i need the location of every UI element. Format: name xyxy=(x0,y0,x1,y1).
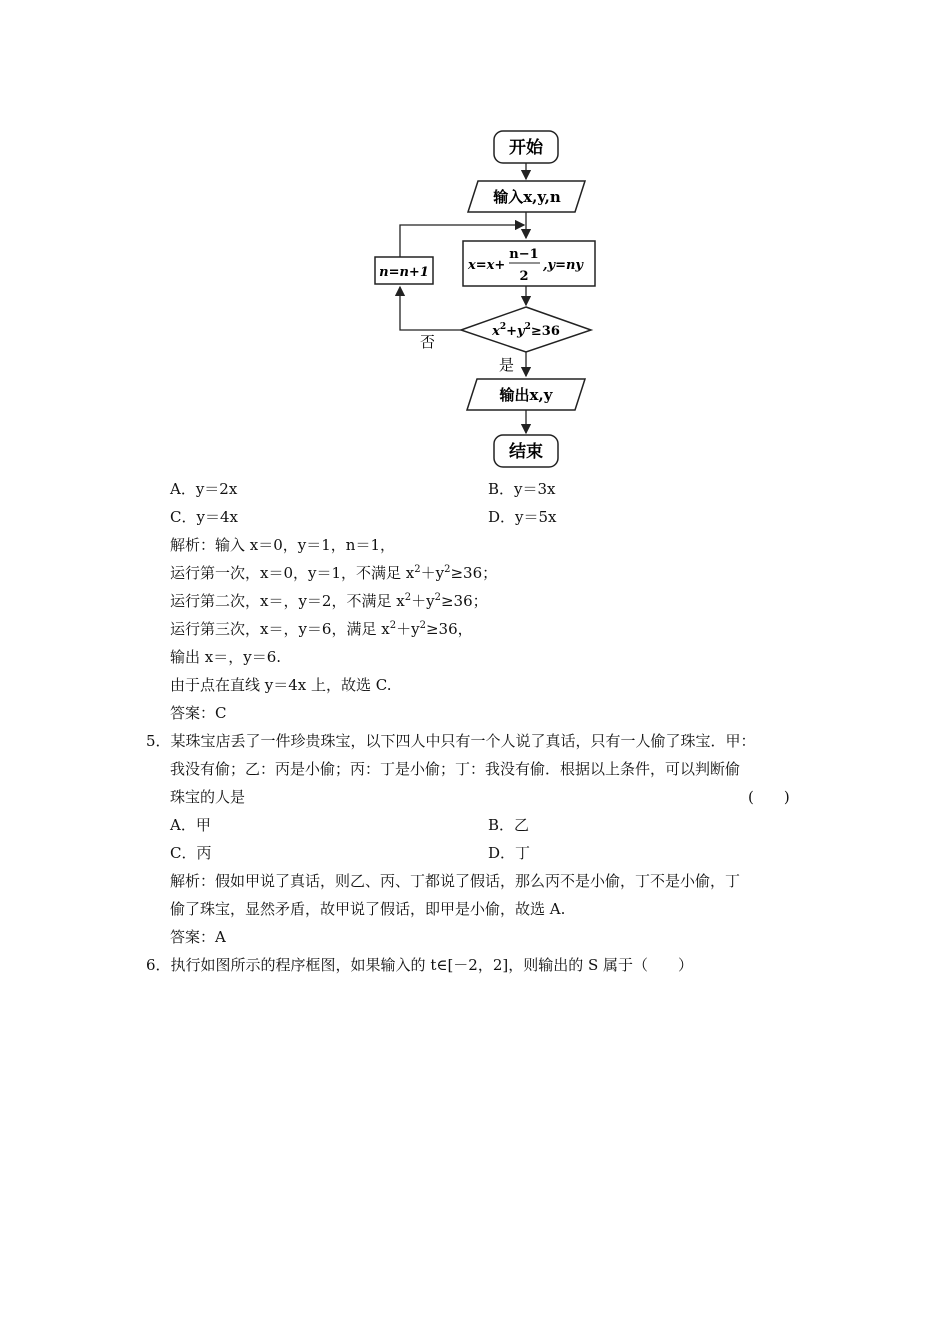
q5-option-d: D．丁 xyxy=(488,844,531,862)
increment-label: n=n+1 xyxy=(379,265,429,280)
q4-analysis-line1: 解析：输入 x＝0，y＝1，n＝1， xyxy=(170,536,395,554)
q4-analysis-line5: 输出 x＝，y＝6. xyxy=(170,648,282,666)
q6-stem: 6．执行如图所示的程序框图，如果输入的 t∈[－2，2]，则输出的 S 属于（ ） xyxy=(146,956,694,974)
no-label: 否 xyxy=(420,333,436,351)
q4-analysis-line2: 运行第一次，x＝0，y＝1，不满足 $x^2+y^2\ge 36$； xyxy=(170,564,498,582)
assign-x: x=x+ xyxy=(468,258,506,273)
condition-label: $x^2+y^2\ge 36$ xyxy=(492,322,560,339)
q4-analysis-line4: 运行第三次，x＝，y＝6，满足 $x^2+y^2\ge 36$， xyxy=(170,620,473,638)
output-label: 输出x,y xyxy=(499,386,553,404)
q5-option-b: B．乙 xyxy=(488,816,530,834)
input-label: 输入x,y,n xyxy=(493,188,561,206)
q5-analysis-line1: 解析：假如甲说了真话，则乙、丙、丁都说了假话，那么丙不是小偷，丁不是小偷，丁 xyxy=(170,872,741,890)
q5-option-c: C．丙 xyxy=(170,844,212,862)
q5-answer-paren: ( ) xyxy=(748,788,790,806)
start-label: 开始 xyxy=(509,138,543,158)
assign-y: ,y=ny xyxy=(543,258,583,273)
q5-option-a: A．甲 xyxy=(170,816,211,834)
q4-option-d: D．y＝5x xyxy=(488,508,557,526)
q5-stem-line3: 珠宝的人是 xyxy=(170,788,246,806)
flowchart xyxy=(0,0,950,480)
q4-option-a: A．y＝2x xyxy=(170,480,238,498)
yes-label: 是 xyxy=(499,356,515,374)
q5-stem-line2: 我没有偷；乙：丙是小偷；丙：丁是小偷；丁：我没有偷．根据以上条件，可以判断偷 xyxy=(170,760,741,778)
q5-analysis-line2: 偷了珠宝，显然矛盾，故甲说了假话，即甲是小偷，故选 A. xyxy=(170,900,566,918)
q5-answer: 答案：A xyxy=(170,928,226,946)
q4-option-c: C．y＝4x xyxy=(170,508,238,526)
q4-answer: 答案：C xyxy=(170,704,227,722)
q4-analysis-line3: 运行第二次，x＝，y＝2，不满足 $x^2+y^2\ge 36$； xyxy=(170,592,488,610)
q5-stem-line1: 5．某珠宝店丢了一件珍贵珠宝，以下四人中只有一个人说了真话，只有一人偷了珠宝．甲： xyxy=(146,732,756,750)
q4-analysis-line6: 由于点在直线 y＝4x 上，故选 C. xyxy=(170,676,392,694)
end-label: 结束 xyxy=(509,442,543,462)
frac-num: n−1 xyxy=(509,247,539,262)
q4-option-b: B．y＝3x xyxy=(488,480,556,498)
frac-den: 2 xyxy=(519,269,529,284)
